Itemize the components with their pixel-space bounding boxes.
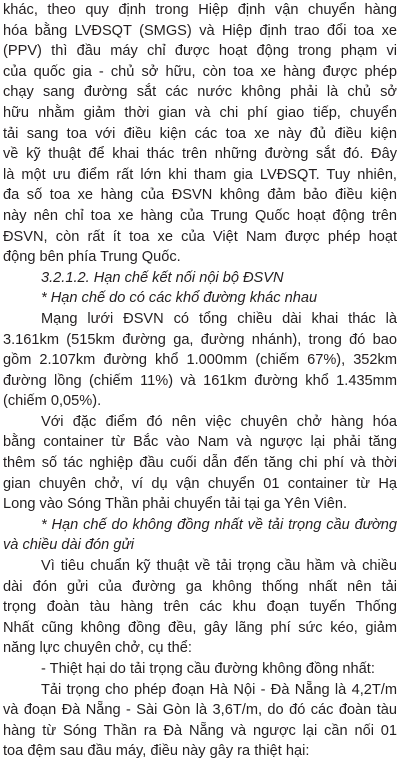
text-line: * Hạn chế do không đồng nhất về tải trọng cầu đường bbox=[41, 516, 397, 533]
text-line: gồm 2.107km đường khổ 1.000mm (chiếm 67%), 352km bbox=[3, 352, 397, 369]
text-line: 3.2.1.2. Hạn chế kết nối nội bộ ĐSVN bbox=[41, 269, 284, 286]
paragraph-h2 bbox=[3, 288, 397, 309]
text-line: (PPV) thì đầu máy chỉ được hoạt động trong phạm vi bbox=[3, 43, 397, 60]
paragraph-p3 bbox=[3, 412, 397, 515]
text-line: của quốc gia - chủ sở hữu, còn toa xe hàng được phép bbox=[3, 63, 397, 80]
text-line: về kỹ thuật để khai thác trên những đường sắt đó. Đây bbox=[3, 146, 397, 163]
text-line: Mạng lưới ĐSVN có tổng chiều dài khai thác là bbox=[41, 310, 397, 327]
paragraph-p4 bbox=[3, 556, 397, 659]
text-line: Tải trọng cho phép đoạn Hà Nội - Đà Nẵng là 4,2T/m bbox=[41, 681, 397, 698]
text-line: hóa bằng LVĐSQT (SMGS) và Hiệp định trao đổi toa xe bbox=[3, 22, 397, 39]
paragraph-h1 bbox=[3, 268, 397, 289]
text-line: gian chuyên chở, ví dụ vận chuyển 01 container từ Hạ bbox=[3, 475, 397, 492]
text-line: tải sang toa với điều kiện các toa xe này đủ điều kiện bbox=[3, 125, 397, 142]
text-line: bằng container từ Bắc vào Nam và ngược lại phải tăng bbox=[3, 434, 397, 451]
text-line: Với đặc điểm đó nên việc chuyên chở hàng hóa bbox=[41, 413, 397, 430]
text-line: và đoạn Đà Nẵng - Sài Gòn là 3,6T/m, do đó các đoàn tàu bbox=[3, 702, 397, 719]
text-line: khác, theo quy định trong Hiệp định vận chuyển hàng bbox=[3, 2, 397, 18]
text-line: trọng đoàn tàu hàng trên các khu đoạn tuyến Thống bbox=[3, 599, 397, 616]
paragraph-p5 bbox=[3, 659, 397, 680]
text-line: đường lồng (chiếm 11%) và 161km đường khổ 1.435mm bbox=[3, 372, 397, 389]
text-line: và chiều dài đón gửi bbox=[3, 537, 134, 554]
text-line: Vì tiêu chuẩn kỹ thuật về tải trọng cầu hầm và chiều bbox=[41, 558, 397, 575]
text-line: * Hạn chế do có các khổ đường khác nhau bbox=[41, 290, 318, 307]
paragraph-p2 bbox=[3, 309, 397, 412]
paragraph-p6 bbox=[3, 680, 397, 762]
text-line: dài đón gửi của đường ga không thống nhất nên tải bbox=[3, 578, 397, 595]
paragraph-p1 bbox=[3, 0, 397, 268]
text-line: là một ưu điểm rất lớn khi tham gia LVĐSQT. Tuy nhiên, bbox=[3, 166, 397, 183]
text-line: 3.161km (515km đường ga, đường nhánh), trong đó bao bbox=[3, 331, 397, 348]
text-line: chạy sang đường sắt các nước không phải là chủ sở bbox=[3, 84, 397, 101]
text-line: năng lực chuyên chở, cụ thể: bbox=[3, 640, 192, 657]
text-line: hàng từ Sóng Thần ra Đà Nẵng và ngược lại cần nối 01 bbox=[3, 722, 397, 739]
text-line: (chiếm 0,05%). bbox=[3, 393, 102, 410]
text-line: đa số toa xe hàng của ĐSVN không đảm bảo điều kiện bbox=[3, 187, 397, 204]
text-line: động bên phía Trung Quốc. bbox=[3, 249, 181, 266]
text-line: - Thiệt hại do tải trọng cầu đường không đồng nhất: bbox=[41, 661, 375, 677]
text-line: ĐSVN, còn rất ít toa xe của Việt Nam được phép hoạt bbox=[3, 228, 397, 245]
text-line: Nhất cũng không đồng đều, gây lãng phí sức kéo, giảm bbox=[3, 619, 397, 636]
text-line: thêm số tác nghiệp đầu cuối dẫn đến tăng chi phí và thời bbox=[3, 455, 397, 472]
text-line: hữu nhằm giảm thời gian và chi phí giao tiếp, chuyển bbox=[3, 104, 397, 121]
paragraph-h3 bbox=[3, 515, 397, 556]
text-line: này nên chỉ toa xe hàng của Trung Quốc hoạt động trên bbox=[3, 207, 397, 224]
document-page bbox=[3, 0, 397, 760]
text-line: Long vào Sóng Thần phải chuyển tải tại ga Yên Viên. bbox=[3, 496, 348, 513]
text-line: toa đệm sau đầu máy, điều này gây ra thiệt hại: bbox=[3, 743, 310, 760]
